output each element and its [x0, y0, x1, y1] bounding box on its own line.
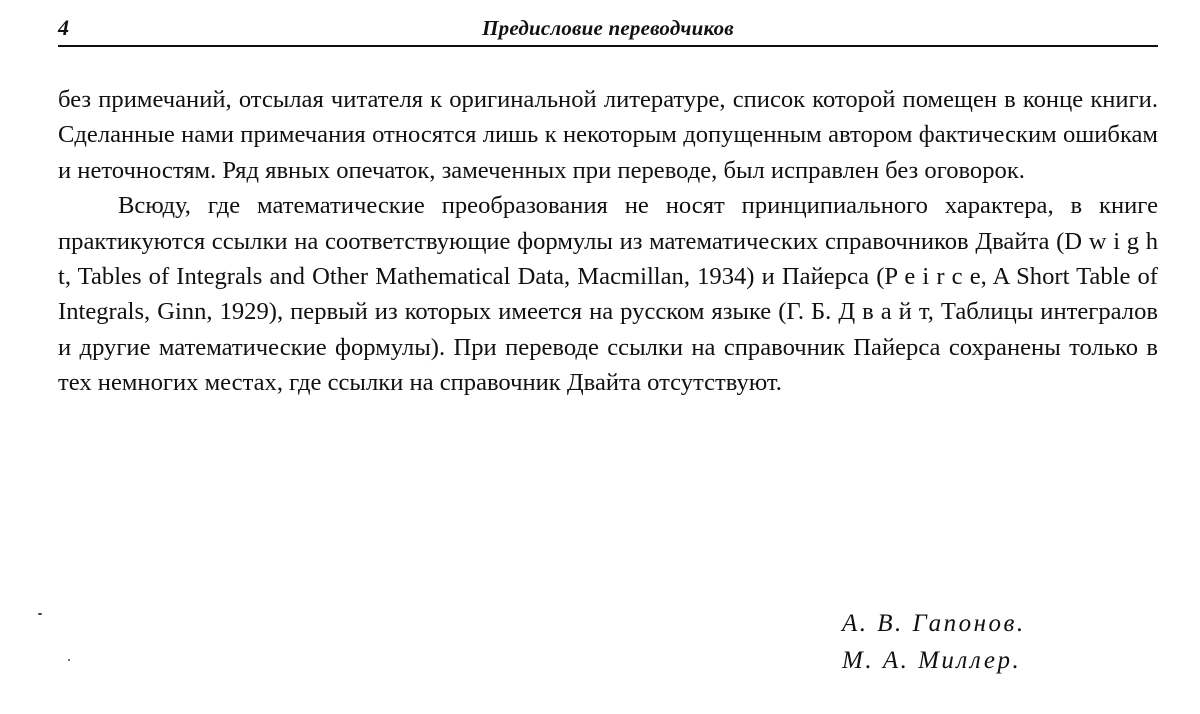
running-head	[58, 14, 1158, 42]
paragraph-1: без примечаний, отсылая читателя к оригинальной литературе, список которой помещен в конце книги. Сделанные нами примечания относятся лишь к некоторым допущенным автором фактическим ошибкам и неточностям. Ряд явных опечаток, замеченных при переводе, был исправлен без оговорок.	[58, 86, 1158, 184]
signature-translator-2: М. А. Миллер.	[842, 647, 1022, 674]
header-rule	[58, 45, 1158, 47]
page-number: 4	[58, 15, 69, 40]
scan-speck	[38, 613, 42, 615]
running-title: Предисловие переводчиков	[482, 16, 734, 40]
paragraph-2: Всюду, где математические преобразования не носят принципиального характера, в книге практикуются ссылки на соответствующие формулы из математических справочников Двайта (D w i g h t, Tables of Integrals and Other Mathematical Data, Macmillan, 1934) и Пайерса (P e i r c e, A Short Table of Integrals, Ginn, 1929), первый из которых имеется на русском языке (Г. Б. Д в а й т, Таблицы интегралов и другие математические формулы). При переводе ссылки на справочник Пайерса сохранены только в тех немногих местах, где ссылки на справочник Двайта отсутствуют.	[58, 192, 1158, 397]
scan-speck	[68, 659, 70, 661]
signature-block	[842, 605, 1162, 679]
body-text	[58, 82, 1158, 401]
signature-translator-1: А. В. Гапонов.	[842, 610, 1026, 637]
